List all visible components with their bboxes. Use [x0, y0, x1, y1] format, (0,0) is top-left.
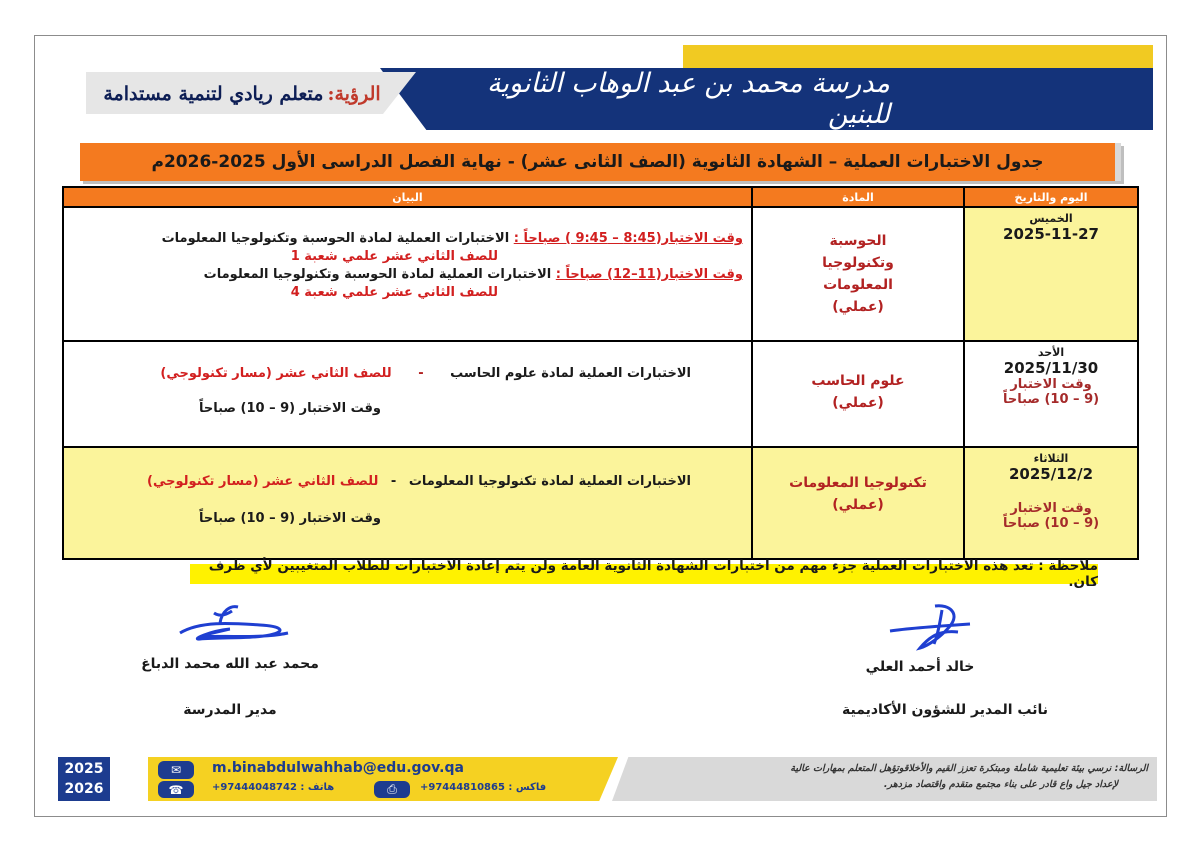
vision-statement: [92, 76, 392, 112]
footer-year-start: 2025: [64, 761, 104, 777]
day-time-value: (9 – 10) صباحاً: [1002, 392, 1100, 407]
exam-time: وقت الاختبار (9 – 10) صباحاً: [198, 401, 381, 416]
mission-line-2: لإعداد جيل واع قادر على بناء مجتمع متقدم واقتصاد مزدهر.: [883, 779, 1118, 790]
exam-time: وقت الاختبار(11–12) صباحاً :: [555, 267, 743, 282]
deputy-name: خالد أحمد العلي: [865, 659, 975, 675]
principal-signature-icon: [160, 593, 300, 653]
subject-cell: [752, 447, 964, 559]
fax-icon: ⎙: [374, 781, 410, 798]
table-row: [63, 341, 1138, 447]
exam-text: الاختبارات العملية لمادة علوم الحاسب: [450, 366, 691, 381]
exam-dash: -: [390, 474, 397, 489]
email-icon: ✉: [158, 761, 194, 779]
day-date: 2025/11/30: [1003, 359, 1099, 377]
principal-name: محمد عبد الله محمد الدباغ: [141, 656, 319, 672]
exam-schedule-table: [62, 186, 1139, 560]
exam-text: الاختبارات العملية لمادة تكنولوجيا المعلومات: [408, 474, 691, 489]
exam-group: للصف الثاني عشر (مسار تكنولوجي): [147, 474, 379, 489]
exam-group: للصف الثاني عشر علمي شعبة 1: [290, 249, 498, 264]
exam-text: الاختبارات العملية لمادة الحوسبة وتكنولوجيا المعلومات: [203, 267, 552, 282]
exam-time: وقت الاختبار(8:45 – 9:45 ) صباحاً :: [513, 231, 743, 246]
exam-group: للصف الثاني عشر علمي شعبة 4: [290, 285, 498, 300]
day-name: الأحد: [1037, 346, 1065, 359]
day-name: الخميس: [1029, 212, 1073, 225]
subject-type: (عملي): [832, 497, 884, 513]
day-cell: [964, 207, 1138, 341]
footer-fax: +97444810865 : فاكس: [420, 782, 547, 793]
description-cell: [63, 341, 752, 447]
footer-email[interactable]: m.binabdulwahhab@edu.gov.qa: [212, 760, 464, 776]
vision-label: الرؤية:: [327, 83, 381, 105]
footer-year-end: 2026: [64, 781, 104, 797]
day-cell: [964, 447, 1138, 559]
footer-phone: +97444048742 : هاتف: [212, 782, 335, 793]
table-header-row: [63, 187, 1138, 207]
description-line: [64, 266, 743, 284]
subject-type: (عملي): [832, 299, 884, 315]
table-row: [63, 447, 1138, 559]
day-time-label: وقت الاختبار: [1010, 501, 1092, 516]
day-date: 2025-11-27: [1003, 225, 1099, 243]
table-row: [63, 207, 1138, 341]
exam-text: الاختبارات العملية لمادة الحوسبة وتكنولوجيا المعلومات: [161, 231, 510, 246]
subject-name: تكنولوجيا المعلومات: [789, 475, 927, 491]
description-line: [64, 230, 743, 248]
exam-dash: -: [418, 366, 424, 381]
school-name: مدرسة محمد بن عبد الوهاب الثانوية للبنين: [487, 68, 890, 130]
note-banner: ملاحظة : تعد هذه الاختبارات العملية جزء مهم من اختبارات الشهادة الثانوية العامة ولن يتم إعادة الاختبارات للطلاب المتغيبين لأي ظرف كان.: [190, 564, 1098, 584]
schedule-title: جدول الاختبارات العملية – الشهادة الثانوية (الصف الثانى عشر) - نهاية الفصل الدراسى الأول 2025-2026م: [80, 143, 1121, 181]
principal-title: مدير المدرسة: [183, 702, 277, 718]
subject-name: علوم الحاسب: [811, 373, 905, 389]
header-description: البيان: [63, 187, 752, 207]
deputy-title: نائب المدير للشؤون الأكاديمية: [841, 702, 1048, 718]
description-cell: [63, 207, 752, 341]
subject-cell: [752, 207, 964, 341]
subject-type: (عملي): [832, 395, 884, 411]
subject-name: الحوسبة وتكنولوجيا المعلومات: [822, 233, 894, 293]
day-date: 2025/12/2: [1008, 465, 1094, 483]
subject-cell: [752, 341, 964, 447]
header-subject: المادة: [752, 187, 964, 207]
description-line: [64, 342, 751, 381]
footer-mission: [628, 761, 1148, 799]
mission-line-1: الرسالة: نرسي بيئة تعليمية شاملة ومبتكرة تعزز القيم والأخلاقوتؤهل المتعلم بمهارات عالية: [790, 763, 1148, 774]
header-day-date: اليوم والتاريخ: [964, 187, 1138, 207]
exam-group: للصف الثاني عشر (مسار تكنولوجي): [160, 366, 392, 381]
phone-icon: ☎: [158, 781, 194, 798]
deputy-signature-icon: [880, 596, 990, 656]
exam-time: وقت الاختبار (9 – 10) صباحاً: [198, 511, 381, 526]
day-name: الثلاثاء: [1033, 452, 1069, 465]
day-time-label: وقت الاختبار: [1010, 377, 1092, 392]
vision-text: متعلم ريادي لتنمية مستدامة: [103, 83, 324, 105]
description-line: [64, 448, 751, 489]
day-cell: [964, 341, 1138, 447]
day-time-value: (9 – 10) صباحاً: [1002, 516, 1100, 531]
description-cell: [63, 447, 752, 559]
